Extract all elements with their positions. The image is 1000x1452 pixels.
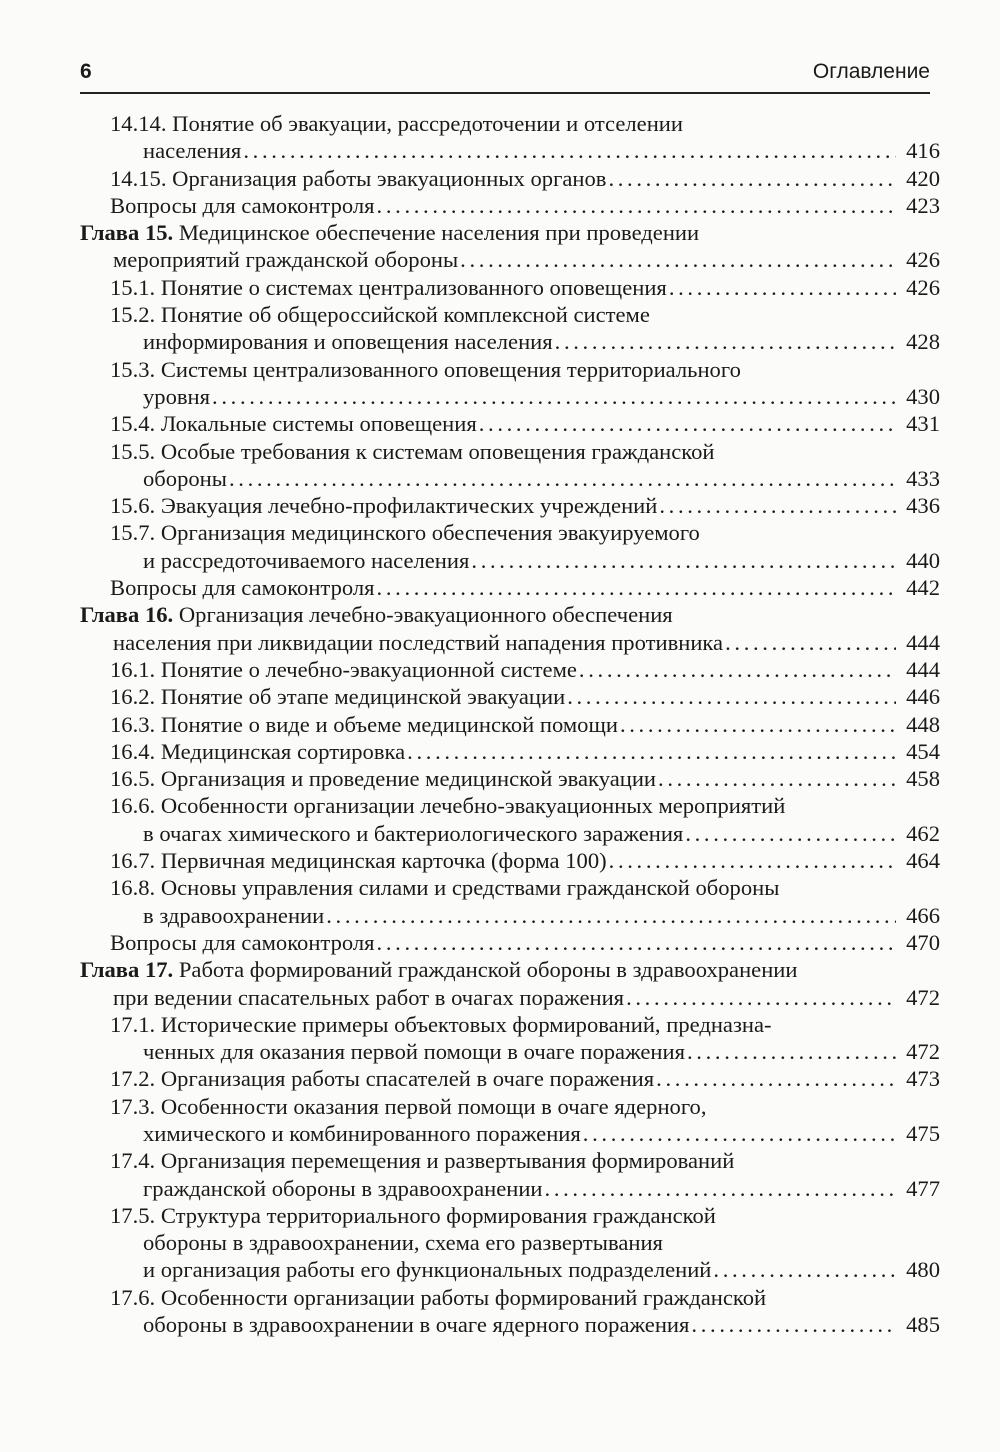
toc-line <box>110 492 940 519</box>
toc-entry-text: 17.6. Особенности организации работы формирований гражданской <box>110 1284 767 1310</box>
dot-leader <box>626 984 896 1011</box>
toc-entry-title <box>143 465 227 492</box>
toc-entry <box>80 929 940 956</box>
toc-entry-title <box>110 438 714 465</box>
toc-page-number: 473 <box>906 1066 940 1092</box>
toc-entry <box>80 519 940 574</box>
toc-line <box>110 902 940 929</box>
toc-entry-title <box>110 574 375 601</box>
toc-page-number: 444 <box>906 629 940 655</box>
toc-entry <box>80 356 940 411</box>
dot-leader <box>377 192 896 219</box>
toc-line <box>110 165 940 192</box>
dot-leader <box>725 629 896 656</box>
toc-entry-text: информирования и оповещения населения <box>143 329 553 355</box>
toc-entry-text: 17.3. Особенности оказания первой помощи в очаге ядерного, <box>110 1093 707 1119</box>
toc-page-number: 472 <box>906 1039 940 1065</box>
dot-leader <box>471 547 896 574</box>
toc-line <box>110 110 940 137</box>
toc-entry-text: 16.5. Организация и проведение медицинской эвакуации <box>110 766 657 792</box>
toc-line <box>80 601 940 628</box>
toc-entry <box>80 656 940 683</box>
toc-entry-text: Медицинское обеспечение населения при проведении <box>178 220 700 246</box>
toc-entry-text: 15.6. Эвакуация лечебно-профилактических учреждений <box>110 493 658 519</box>
toc-page-number: 472 <box>906 984 940 1010</box>
toc-line <box>110 438 940 465</box>
toc-line <box>110 1147 940 1174</box>
toc-entry-text: Вопросы для самоконтроля <box>110 929 375 955</box>
toc-page-number: 416 <box>906 138 940 164</box>
toc-entry-text: 15.4. Локальные системы оповещения <box>110 411 477 437</box>
toc-page-number: 470 <box>906 929 940 955</box>
toc-entry-title <box>110 929 375 956</box>
toc-entry-text: 17.1. Исторические примеры объектовых формирований, предназна- <box>110 1011 772 1037</box>
toc-entry-title <box>143 1256 711 1283</box>
toc-entry <box>80 1011 940 1066</box>
toc-entry-title <box>143 1311 689 1338</box>
toc-entry <box>80 1065 940 1092</box>
dot-leader <box>608 165 896 192</box>
toc-entry-text: населения при ликвидации последствий нападения противника <box>113 629 724 655</box>
toc-line <box>80 246 940 273</box>
toc-page-number: 440 <box>906 547 940 573</box>
toc-entry-text: 14.14. Понятие об эвакуации, рассредоточении и отселении <box>110 111 683 136</box>
dot-leader <box>479 410 896 437</box>
chapter-label: Глава 15. <box>80 220 174 246</box>
toc-entry-title <box>110 683 565 710</box>
dot-leader <box>326 902 896 929</box>
toc-entry-title <box>143 902 324 929</box>
toc-chapter-entry <box>80 219 940 274</box>
toc-entry <box>80 738 940 765</box>
toc-entry-title <box>110 1284 766 1311</box>
toc-entry-text: населения <box>143 138 242 164</box>
toc-line <box>110 1120 940 1147</box>
toc-entry-title <box>110 492 657 519</box>
toc-line <box>110 765 940 792</box>
toc-entry-text: 17.5. Структура территориального формирования гражданской <box>110 1202 716 1228</box>
toc-line <box>110 192 940 219</box>
toc-entry <box>80 438 940 493</box>
toc-line <box>80 219 940 246</box>
dot-leader <box>658 765 896 792</box>
toc-line <box>110 1229 940 1256</box>
toc-entry-text: 15.1. Понятие о системах централизованного оповещения <box>110 274 667 300</box>
toc-page-number: 431 <box>906 411 940 437</box>
toc-entry-text: 15.2. Понятие об общероссийской комплексной системе <box>110 302 650 328</box>
toc-entry-text: в здравоохранении <box>143 902 325 928</box>
toc-line <box>110 1065 940 1092</box>
toc-line <box>110 410 940 437</box>
toc-entry-title <box>113 984 624 1011</box>
dot-leader <box>377 574 896 601</box>
toc-entry-text: 16.2. Понятие об этапе медицинской эвакуации <box>110 684 566 710</box>
toc-entry-title <box>110 792 785 819</box>
dot-leader <box>713 1256 896 1283</box>
toc-entry-title <box>143 137 241 164</box>
toc-entry <box>80 492 940 519</box>
toc-line <box>110 929 940 956</box>
toc-entry <box>80 683 940 710</box>
toc-entry <box>80 192 940 219</box>
toc-entry-text: Организация лечебно-эвакуационного обеспечения <box>178 602 673 628</box>
toc-entry-text: 16.1. Понятие о лечебно-эвакуационной системе <box>110 656 577 682</box>
toc-entry-text: обороны в здравоохранении, схема его развертывания <box>143 1230 663 1256</box>
toc-entry-title <box>143 1038 685 1065</box>
toc-line <box>110 274 940 301</box>
toc-entry-title <box>110 192 375 219</box>
toc-entry <box>80 1093 940 1148</box>
toc-line <box>80 629 940 656</box>
toc-entry-title <box>110 519 700 546</box>
toc-entry-text: и рассредоточиваемого населения <box>143 547 470 573</box>
toc-entry-title <box>110 410 477 437</box>
toc-line <box>110 1011 940 1038</box>
toc-entry <box>80 1202 940 1284</box>
toc-page-number: 464 <box>906 848 940 874</box>
dot-leader <box>669 274 896 301</box>
toc-line <box>110 656 940 683</box>
dot-leader <box>583 1120 896 1147</box>
toc-entry <box>80 711 940 738</box>
toc-entry-text: мероприятий гражданской обороны <box>113 247 459 273</box>
toc-chapter-entry <box>80 601 940 656</box>
toc-entry-title <box>110 847 607 874</box>
toc-entry <box>80 410 940 437</box>
toc-entry-title <box>113 629 723 656</box>
toc-entry-text: 16.4. Медицинская сортировка <box>110 738 406 764</box>
toc-line <box>110 1256 940 1283</box>
toc-entry-title <box>113 246 458 273</box>
toc-chapter-entry <box>80 956 940 1011</box>
toc-line <box>110 1175 940 1202</box>
toc-page-number: 458 <box>906 766 940 792</box>
toc-entry-text: в очагах химического и бактериологического заражения <box>143 820 684 846</box>
toc-entry-text: Вопросы для самоконтроля <box>110 575 375 601</box>
dot-leader <box>579 656 896 683</box>
toc-page-number: 466 <box>906 902 940 928</box>
toc-page-number: 480 <box>906 1257 940 1283</box>
toc-entry-text: 14.15. Организация работы эвакуационных органов <box>110 165 607 191</box>
toc-entry-text: обороны в здравоохранении в очаге ядерного поражения <box>143 1312 690 1338</box>
dot-leader <box>567 683 896 710</box>
toc-entry-text: 15.7. Организация медицинского обеспечения эвакуируемого <box>110 520 700 546</box>
dot-leader <box>620 711 896 738</box>
toc-entry-title <box>110 1011 772 1038</box>
toc-line <box>110 820 940 847</box>
toc-entry-title <box>143 328 553 355</box>
toc-entry <box>80 792 940 847</box>
toc-entry-text: 17.2. Организация работы спасателей в очаге поражения <box>110 1066 655 1092</box>
toc-line <box>110 356 940 383</box>
toc-line <box>110 137 940 164</box>
toc-page-number: 433 <box>906 465 940 491</box>
toc-entry-title <box>110 874 779 901</box>
toc-line <box>110 301 940 328</box>
dot-leader <box>609 847 896 874</box>
toc-page-number: 444 <box>906 656 940 682</box>
toc-entry-text: гражданской обороны в здравоохранении <box>143 1175 543 1201</box>
toc-entry-title <box>80 601 673 628</box>
toc-page-number: 454 <box>906 738 940 764</box>
toc-entry-title <box>110 110 683 137</box>
toc-entry-text: 17.4. Организация перемещения и развертывания формирований <box>110 1148 735 1174</box>
toc-page-number: 475 <box>906 1120 940 1146</box>
toc-page-number: 423 <box>906 192 940 218</box>
toc-entry-title <box>143 1175 543 1202</box>
toc-page-number: 448 <box>906 711 940 737</box>
dot-leader <box>691 1311 896 1338</box>
toc-entry-title <box>110 1093 707 1120</box>
toc-entry <box>80 765 940 792</box>
toc-entry-text: 16.8. Основы управления силами и средствами гражданской обороны <box>110 875 780 901</box>
toc-entry-text: химического и комбинированного поражения <box>143 1120 581 1146</box>
toc-page-number: 426 <box>906 274 940 300</box>
dot-leader <box>243 137 896 164</box>
toc-line <box>110 519 940 546</box>
toc-entry-text: уровня <box>143 383 211 409</box>
toc-page-number: 420 <box>906 165 940 191</box>
toc-entry-title <box>110 656 577 683</box>
toc-page-number: 426 <box>906 247 940 273</box>
chapter-label: Глава 17. <box>80 957 174 983</box>
dot-leader <box>377 929 896 956</box>
toc-entry-title <box>110 1147 734 1174</box>
toc-entry <box>80 1147 940 1202</box>
toc-entry-title <box>143 1120 581 1147</box>
toc-entry-title <box>110 711 618 738</box>
dot-leader <box>687 1038 896 1065</box>
toc-entry-title <box>110 356 741 383</box>
toc-line <box>110 465 940 492</box>
toc-entry-text: Работа формирований гражданской обороны в здравоохранении <box>178 957 798 983</box>
toc-entry <box>80 1284 940 1339</box>
toc-line <box>110 1093 940 1120</box>
toc-entry-title <box>110 301 650 328</box>
toc-entry <box>80 574 940 601</box>
toc-entry <box>80 274 940 301</box>
toc-entry-text: 16.6. Особенности организации лечебно-эвакуационных мероприятий <box>110 793 786 819</box>
toc-entry-title <box>80 956 797 983</box>
toc-line <box>110 683 940 710</box>
toc-page-number: 436 <box>906 493 940 519</box>
toc-entry-title <box>143 547 469 574</box>
toc-entry-title <box>110 1065 654 1092</box>
toc-page-number: 442 <box>906 575 940 601</box>
toc-entry-text: и организация работы его функциональных подразделений <box>143 1257 712 1283</box>
toc-entry-title <box>110 765 656 792</box>
toc-entry-title <box>110 274 667 301</box>
chapter-label: Глава 16. <box>80 602 174 628</box>
dot-leader <box>212 383 896 410</box>
toc-entry <box>80 874 940 929</box>
table-of-contents <box>80 110 940 1338</box>
toc-line <box>80 984 940 1011</box>
toc-entry-title <box>110 165 606 192</box>
toc-line <box>110 547 940 574</box>
toc-line <box>110 1311 940 1338</box>
dot-leader <box>229 465 896 492</box>
dot-leader <box>656 1065 896 1092</box>
toc-entry <box>80 110 940 165</box>
toc-entry-text: 15.3. Системы централизованного оповещения территориального <box>110 356 741 382</box>
toc-entry <box>80 165 940 192</box>
toc-line <box>80 956 940 983</box>
toc-line <box>110 574 940 601</box>
toc-page-number: 485 <box>906 1312 940 1338</box>
toc-page-number: 428 <box>906 329 940 355</box>
toc-entry-title <box>143 1229 663 1256</box>
toc-entry-text: при ведении спасательных работ в очагах поражения <box>113 984 625 1010</box>
dot-leader <box>659 492 896 519</box>
toc-line <box>110 328 940 355</box>
toc-page-number: 462 <box>906 820 940 846</box>
toc-entry-text: 15.5. Особые требования к системам оповещения гражданской <box>110 438 715 464</box>
toc-entry-text: 16.3. Понятие о виде и объеме медицинской помощи <box>110 711 618 737</box>
toc-entry-title <box>143 383 210 410</box>
toc-page-number: 430 <box>906 383 940 409</box>
toc-line <box>110 1284 940 1311</box>
toc-entry-title <box>80 219 699 246</box>
dot-leader <box>685 820 896 847</box>
toc-entry-text: ченных для оказания первой помощи в очаге поражения <box>143 1039 685 1065</box>
toc-line <box>110 738 940 765</box>
toc-line <box>110 1202 940 1229</box>
section-title: Оглавление <box>812 60 930 83</box>
toc-entry-title <box>143 820 683 847</box>
dot-leader <box>460 246 896 273</box>
toc-page-number: 446 <box>906 684 940 710</box>
toc-line <box>110 874 940 901</box>
toc-line <box>110 792 940 819</box>
dot-leader <box>545 1175 896 1202</box>
toc-line <box>110 847 940 874</box>
toc-entry-text: обороны <box>143 465 227 491</box>
toc-entry-text: 16.7. Первичная медицинская карточка (форма 100) <box>110 848 607 874</box>
toc-entry <box>80 301 940 356</box>
toc-page-number: 477 <box>906 1175 940 1201</box>
toc-entry-text: Вопросы для самоконтроля <box>110 192 375 218</box>
toc-entry <box>80 847 940 874</box>
running-header <box>80 58 930 94</box>
toc-entry-title <box>110 738 405 765</box>
toc-line <box>110 383 940 410</box>
page-number: 6 <box>80 60 92 83</box>
dot-leader <box>555 328 896 355</box>
dot-leader <box>407 738 896 765</box>
toc-line <box>110 711 940 738</box>
toc-entry-title <box>110 1202 716 1229</box>
toc-line <box>110 1038 940 1065</box>
